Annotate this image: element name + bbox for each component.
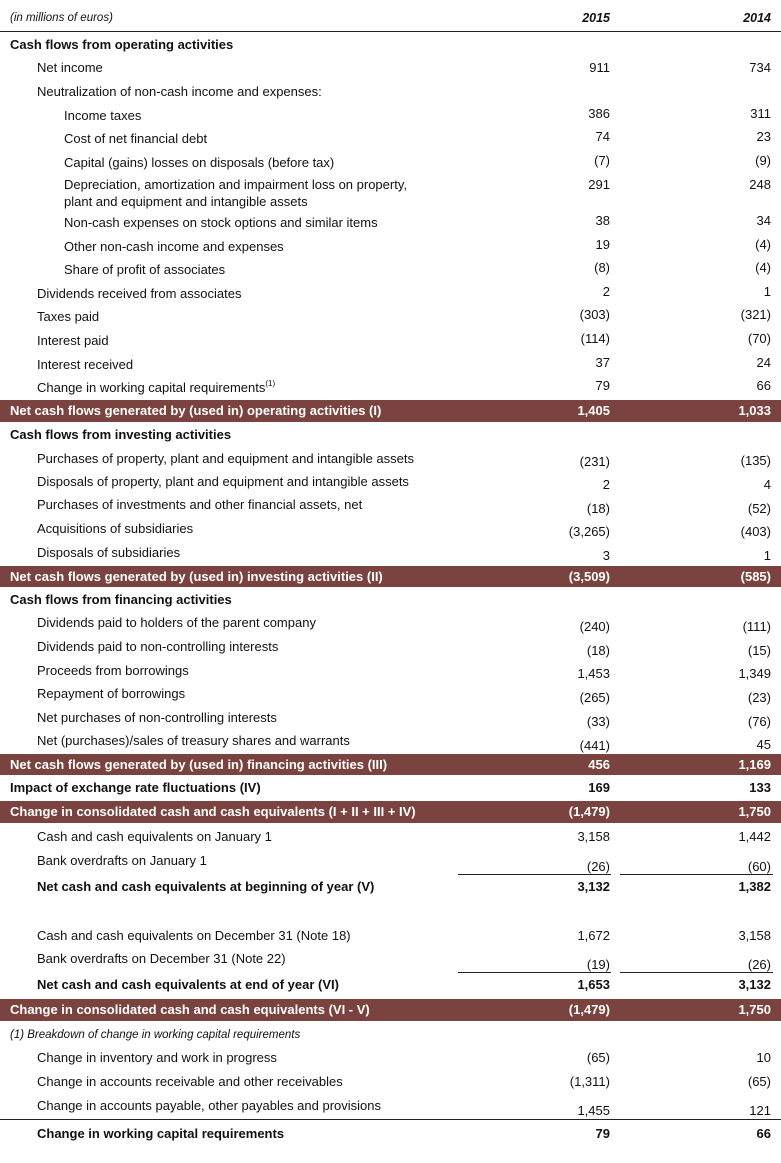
value-2015: 3,132 (577, 879, 610, 894)
row-label: Net cash flows generated by (used in) financing activities (III) (10, 757, 388, 772)
value-2014: (23) (747, 690, 771, 705)
value-2014: (60) (747, 859, 771, 874)
sum-line-2014 (620, 972, 773, 973)
value-2014: (70) (747, 331, 771, 346)
row-label: Proceeds from borrowings (37, 663, 189, 678)
value-2015: (1,479) (568, 1002, 610, 1017)
value-2014: 133 (749, 780, 771, 795)
value-2015: (18) (586, 501, 610, 516)
row-label: Neutralization of non-cash income and expenses: (37, 84, 322, 99)
value-2014: 1,033 (738, 403, 771, 418)
row-label: Disposals of property, plant and equipment and intangible assets (37, 474, 409, 489)
value-2015: 74 (595, 129, 610, 144)
row-label: Change in accounts payable, other payables and provisions (37, 1098, 382, 1113)
value-2014: 121 (749, 1103, 771, 1118)
value-2015: (1,311) (569, 1074, 610, 1089)
value-2014: 1,349 (738, 666, 771, 681)
value-2015: 3,158 (577, 829, 610, 844)
total-divider (0, 1119, 781, 1120)
value-2014: 24 (756, 355, 771, 370)
row-label-continued: plant and equipment and intangible assets (64, 194, 308, 209)
value-2015: 1,653 (577, 977, 610, 992)
units-label: (in millions of euros) (10, 12, 113, 24)
value-2014: 1 (763, 548, 771, 563)
value-2015: (441) (579, 738, 610, 753)
value-2014: 248 (749, 177, 771, 192)
sum-line-2014 (620, 874, 773, 875)
row-label: Change in consolidated cash and cash equivalents (VI - V) (10, 1002, 370, 1017)
section-title: Cash flows from financing activities (10, 592, 232, 607)
value-2015: 1,672 (577, 928, 610, 943)
value-2014: 34 (756, 213, 771, 228)
value-2014: 1,750 (738, 804, 771, 819)
footnote-text: (1) Breakdown of change in working capital requirements (10, 1029, 301, 1041)
sum-line-2015 (458, 972, 611, 973)
value-2014: (4) (755, 260, 771, 275)
value-2014: (403) (740, 524, 771, 539)
row-label: Change in inventory and work in progress (37, 1050, 277, 1065)
table-header (0, 10, 781, 28)
value-2015: 2 (602, 284, 610, 299)
row-label: Impact of exchange rate fluctuations (IV) (10, 780, 261, 795)
value-2014: 10 (756, 1050, 771, 1065)
value-2014: 66 (756, 1126, 771, 1141)
value-2015: 19 (595, 237, 610, 252)
value-2015: (65) (586, 1050, 610, 1065)
row-label: Change in accounts receivable and other receivables (37, 1074, 343, 1089)
value-2015: (303) (579, 307, 610, 322)
row-label: Cost of net financial debt (64, 131, 208, 146)
value-2015: (18) (586, 643, 610, 658)
value-2014: 1,382 (738, 879, 771, 894)
header-divider (0, 31, 781, 32)
row-label: Taxes paid (37, 309, 100, 324)
value-2015: 37 (595, 355, 610, 370)
total-band-change-1 (0, 801, 781, 823)
value-2015: 3 (602, 548, 610, 563)
row-label: Income taxes (64, 108, 142, 123)
row-label: Purchases of investments and other financial assets, net (37, 497, 363, 512)
row-label: Dividends paid to holders of the parent company (37, 615, 316, 630)
value-2014: (9) (755, 153, 771, 168)
value-2014: 1,442 (738, 829, 771, 844)
value-2015: (26) (586, 859, 610, 874)
subtotal-band-financing (0, 754, 781, 775)
value-2014: (65) (747, 1074, 771, 1089)
row-label: Disposals of subsidiaries (37, 545, 181, 560)
value-2015: (3,265) (568, 524, 610, 539)
value-2015: (231) (579, 454, 610, 469)
value-2015: (114) (580, 331, 610, 346)
col-header-2015: 2015 (582, 11, 610, 25)
row-label: Repayment of borrowings (37, 686, 186, 701)
value-2014: 45 (756, 737, 771, 752)
value-2014: (76) (747, 714, 771, 729)
value-2014: (321) (740, 307, 771, 322)
row-label: Purchases of property, plant and equipment and intangible assets (37, 451, 414, 466)
col-header-2014: 2014 (743, 11, 771, 25)
row-label: Bank overdrafts on December 31 (Note 22) (37, 951, 286, 966)
value-2014: 734 (749, 60, 771, 75)
value-2014: 3,158 (738, 928, 771, 943)
value-2015: 911 (589, 60, 610, 75)
row-label: Interest received (37, 357, 134, 372)
value-2014: (135) (740, 453, 771, 468)
value-2015: 1,453 (577, 666, 610, 681)
value-2014: 1,750 (738, 1002, 771, 1017)
value-2015: 2 (602, 477, 610, 492)
sum-line-2015 (458, 874, 611, 875)
value-2014: (15) (747, 643, 771, 658)
row-label (37, 380, 275, 396)
value-2015: (3,509) (568, 569, 610, 584)
value-2015: 169 (588, 780, 610, 795)
value-2014: (111) (742, 619, 771, 634)
row-label: Share of profit of associates (64, 262, 226, 277)
value-2015: 79 (595, 1126, 610, 1141)
value-2015: 1,455 (577, 1103, 610, 1118)
value-2015: (33) (586, 714, 610, 729)
section-title: Cash flows from investing activities (10, 427, 232, 442)
value-2015: (7) (594, 153, 610, 168)
value-2014: (26) (747, 957, 771, 972)
row-label: Cash and cash equivalents on December 31 (Note 18) (37, 928, 351, 943)
value-2015: 79 (595, 378, 610, 393)
value-2015: (1,479) (568, 804, 610, 819)
value-2015: 38 (595, 213, 610, 228)
value-2014: (585) (740, 569, 771, 584)
row-label: Dividends received from associates (37, 286, 242, 301)
value-2014: 1 (763, 284, 771, 299)
row-label: Bank overdrafts on January 1 (37, 853, 207, 868)
row-label: Interest paid (37, 333, 109, 348)
value-2015: 386 (588, 106, 610, 121)
row-label: Net cash flows generated by (used in) investing activities (II) (10, 569, 383, 584)
total-band-change-2 (0, 999, 781, 1021)
value-2014: (4) (755, 237, 771, 252)
value-2015: 1,405 (577, 403, 610, 418)
value-2014: (52) (747, 501, 771, 516)
footnote-marker: (1) (265, 379, 276, 388)
value-2014: 23 (756, 129, 771, 144)
row-label: Dividends paid to non-controlling interests (37, 639, 279, 654)
value-2014: 311 (750, 106, 771, 121)
value-2015: (8) (594, 260, 610, 275)
value-2014: 4 (763, 477, 771, 492)
row-label: Depreciation, amortization and impairment loss on property, (64, 177, 407, 192)
row-label: Non-cash expenses on stock options and similar items (64, 215, 378, 230)
value-2014: 1,169 (738, 757, 771, 772)
value-2015: (19) (586, 957, 610, 972)
subtotal-band-investing (0, 566, 781, 587)
value-2015: 456 (588, 757, 610, 772)
row-label: Net income (37, 60, 103, 75)
row-label: Other non-cash income and expenses (64, 239, 284, 254)
value-2015: 291 (588, 177, 610, 192)
section-title: Cash flows from operating activities (10, 37, 234, 52)
value-2015: (265) (579, 690, 610, 705)
row-label: Capital (gains) losses on disposals (before tax) (64, 155, 335, 170)
row-label: Net cash and cash equivalents at end of year (VI) (37, 977, 339, 992)
subtotal-band-operating (0, 400, 781, 422)
row-label: Net cash flows generated by (used in) operating activities (I) (10, 403, 382, 418)
row-label: Cash and cash equivalents on January 1 (37, 829, 272, 844)
row-label: Change in consolidated cash and cash equivalents (I + II + III + IV) (10, 804, 416, 819)
value-2014: 66 (756, 378, 771, 393)
row-label: Change in working capital requirements (37, 1126, 285, 1141)
value-2014: 3,132 (738, 977, 771, 992)
row-label: Acquisitions of subsidiaries (37, 521, 194, 536)
row-label: Net cash and cash equivalents at beginning of year (V) (37, 879, 375, 894)
value-2015: (240) (579, 619, 610, 634)
row-label-text: Change in working capital requirements (37, 380, 266, 395)
row-label: Net (purchases)/sales of treasury shares and warrants (37, 733, 350, 748)
row-label: Net purchases of non-controlling interests (37, 710, 277, 725)
